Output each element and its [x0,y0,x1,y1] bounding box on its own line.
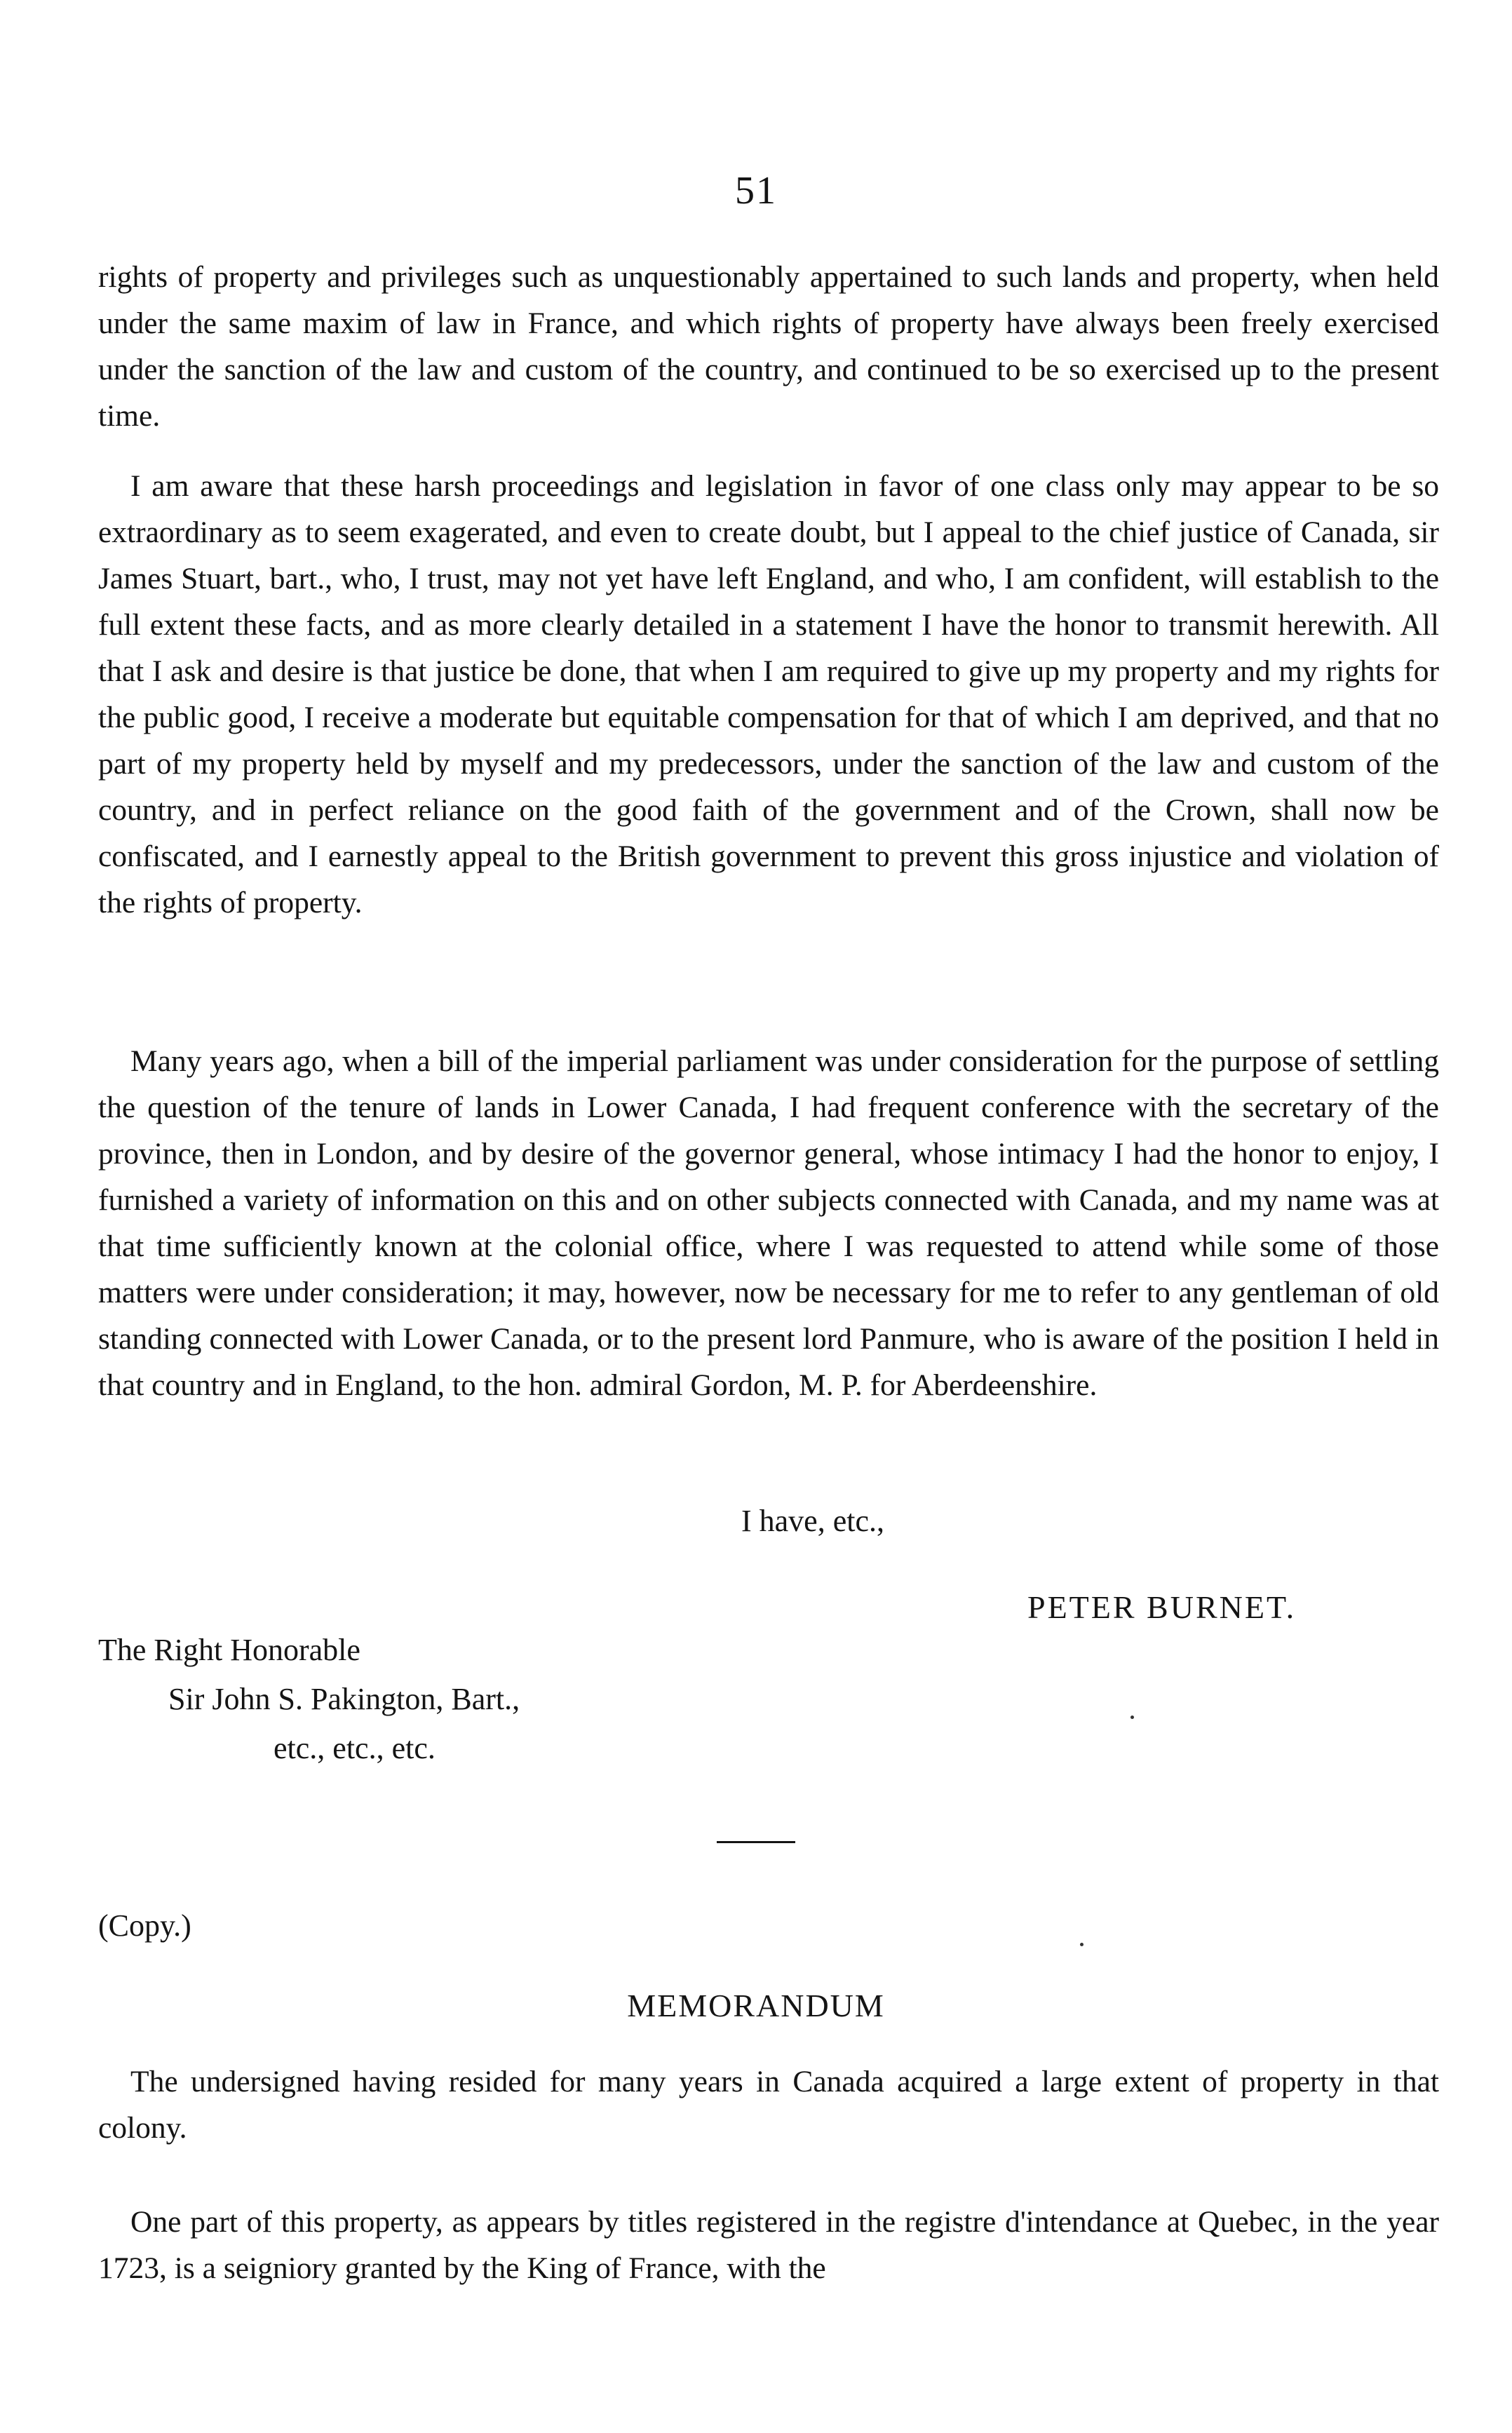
memorandum-heading: MEMORANDUM [627,1988,885,2023]
addressee-block [98,1626,520,1773]
addressee-line-1: The Right Honorable [98,1633,360,1667]
letter-signature: PETER BURNET. [1027,1589,1297,1625]
print-speck [1130,1716,1134,1719]
print-speck [1080,1943,1084,1946]
copy-label: (Copy.) [98,1908,191,1943]
addressee-line-3: etc., etc., etc. [274,1731,436,1765]
letter-paragraph-2: I am aware that these harsh proceedings and legislation in favor of one class only may appear to be so extraordinary as to seem exagerated, and even to create doubt, but I appeal to the chief justice of Canada, sir James Stuart, bart., who, I trust, may not yet have left England, and who, I am confident, will establish to the full extent these facts, and as more clearly detailed in a statement I have the honor to transmit herewith. All that I ask and desire is that justice be done, that when I am required to give up my property and my rights for the public good, I receive a moderate but equitable compensation for that of which I am deprived, and that no part of my property held by myself and my predecessors, under the sanction of the law and custom of the country, and in perfect reliance on the good faith of the government and of the Crown, shall now be confiscated, and I earnestly appeal to the British government to prevent this gross injustice and violation of the rights of property. [98,469,1439,919]
memorandum-paragraph-2: One part of this property, as appears by titles registered in the registre d'intendance at Quebec, in the year 1723, is a seigniory granted by the King of France, with the [98,2205,1439,2285]
page-number: 51 [735,169,777,213]
letter-closing: I have, etc., [741,1504,884,1538]
addressee-line-2: Sir John S. Pakington, Bart., [168,1682,520,1716]
memorandum-paragraph-1: The undersigned having resided for many years in Canada acquired a large extent of property in that colony. [98,2065,1439,2145]
section-divider [717,1841,795,1843]
letter-paragraph-3: Many years ago, when a bill of the imperial parliament was under consideration for the purpose of settling the question of the tenure of lands in Lower Canada, I had frequent conference with the secretary of the province, then in London, and by desire of the governor general, whose intimacy I had the honor to enjoy, I furnished a variety of information on this and on other subjects connected with Canada, and my name was at that time sufficiently known at the colonial office, where I was requested to attend while some of those matters were under consideration; it may, however, now be necessary for me to refer to any gentleman of old standing connected with Lower Canada, or to the present lord Panmure, who is aware of the position I held in that country and in England, to the hon. admiral Gordon, M. P. for Aberdeenshire. [98,1044,1439,1402]
letter-paragraph-1: rights of property and privileges such as unquestionably appertained to such lands and property, when held under the same maxim of law in France, and which rights of property have always been freely exercised under the sanction of the law and custom of the country, and continued to be so exercised up to the present time. [98,260,1439,433]
